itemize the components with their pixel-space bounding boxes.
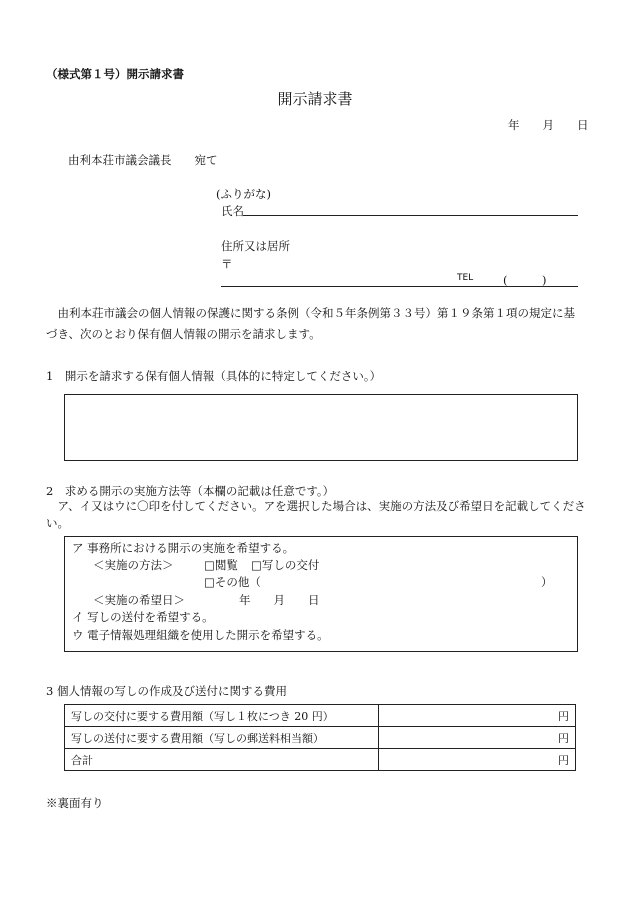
- section1-heading: 1 開示を請求する保有個人情報（具体的に特定してください。）: [46, 369, 382, 383]
- table-row: [65, 749, 576, 771]
- postal-mark: 〒: [221, 257, 233, 271]
- table-row: [65, 705, 576, 727]
- footer-note: ※裏面有り: [46, 796, 104, 810]
- date-line: 年 月 日: [508, 118, 589, 132]
- table-row: [65, 727, 576, 749]
- personal-info-input-box[interactable]: [64, 394, 578, 461]
- section2-instruction: ア、イ又はウに〇印を付してください。アを選択した場合は、実施の方法及び希望日を記載してください。: [46, 499, 586, 530]
- method-view-checkbox[interactable]: □閲覧: [204, 558, 238, 572]
- address-label: 住所又は居所: [221, 239, 290, 253]
- option-c[interactable]: ウ 電子情報処理組織を使用した開示を希望する。: [72, 628, 329, 642]
- option-a[interactable]: ア 事務所における開示の実施を希望する。: [72, 541, 295, 555]
- disclosure-method-box: [64, 536, 578, 652]
- section3-heading: 3 個人情報の写しの作成及び送付に関する費用: [46, 684, 287, 698]
- desired-date-label: ＜実施の希望日＞: [93, 593, 185, 607]
- fee-amount[interactable]: 円: [379, 705, 576, 727]
- method-other-close: ）: [541, 575, 553, 589]
- option-b[interactable]: イ 写しの送付を希望する。: [72, 610, 214, 624]
- addressee: 由利本荘市議会議長 宛て: [68, 153, 218, 167]
- name-label: 氏名: [221, 204, 244, 218]
- method-label: ＜実施の方法＞: [93, 558, 174, 572]
- address-field-line[interactable]: [221, 286, 578, 287]
- section2-heading: 2 求める開示の実施方法等（本欄の記載は任意です。）: [46, 484, 335, 498]
- fee-label: 合計: [65, 749, 379, 771]
- fee-table: [64, 704, 576, 771]
- desired-date-value[interactable]: 年 月 日: [239, 593, 320, 607]
- method-copy-checkbox[interactable]: □写しの交付: [251, 558, 320, 572]
- fee-total-amount[interactable]: 円: [379, 749, 576, 771]
- form-number: （様式第１号）開示請求書: [46, 67, 184, 81]
- name-field-line[interactable]: [243, 215, 578, 216]
- page-title: 開示請求書: [277, 90, 353, 108]
- tel-parens: ( ): [503, 273, 547, 287]
- furigana-label: (ふりがな): [216, 187, 271, 201]
- fee-label: 写しの交付に要する費用額（写し１枚につき 20 円）: [65, 705, 379, 727]
- fee-label: 写しの送付に要する費用額（写しの郵送料相当額）: [65, 727, 379, 749]
- intro-paragraph: 由利本荘市議会の個人情報の保護に関する条例（令和５年条例第３３号）第１９条第１項の規定に基づき、次のとおり保有個人情報の開示を請求します。: [46, 306, 575, 341]
- fee-amount[interactable]: 円: [379, 727, 576, 749]
- method-other-checkbox[interactable]: □その他（: [204, 575, 261, 589]
- tel-label: TEL: [457, 273, 474, 283]
